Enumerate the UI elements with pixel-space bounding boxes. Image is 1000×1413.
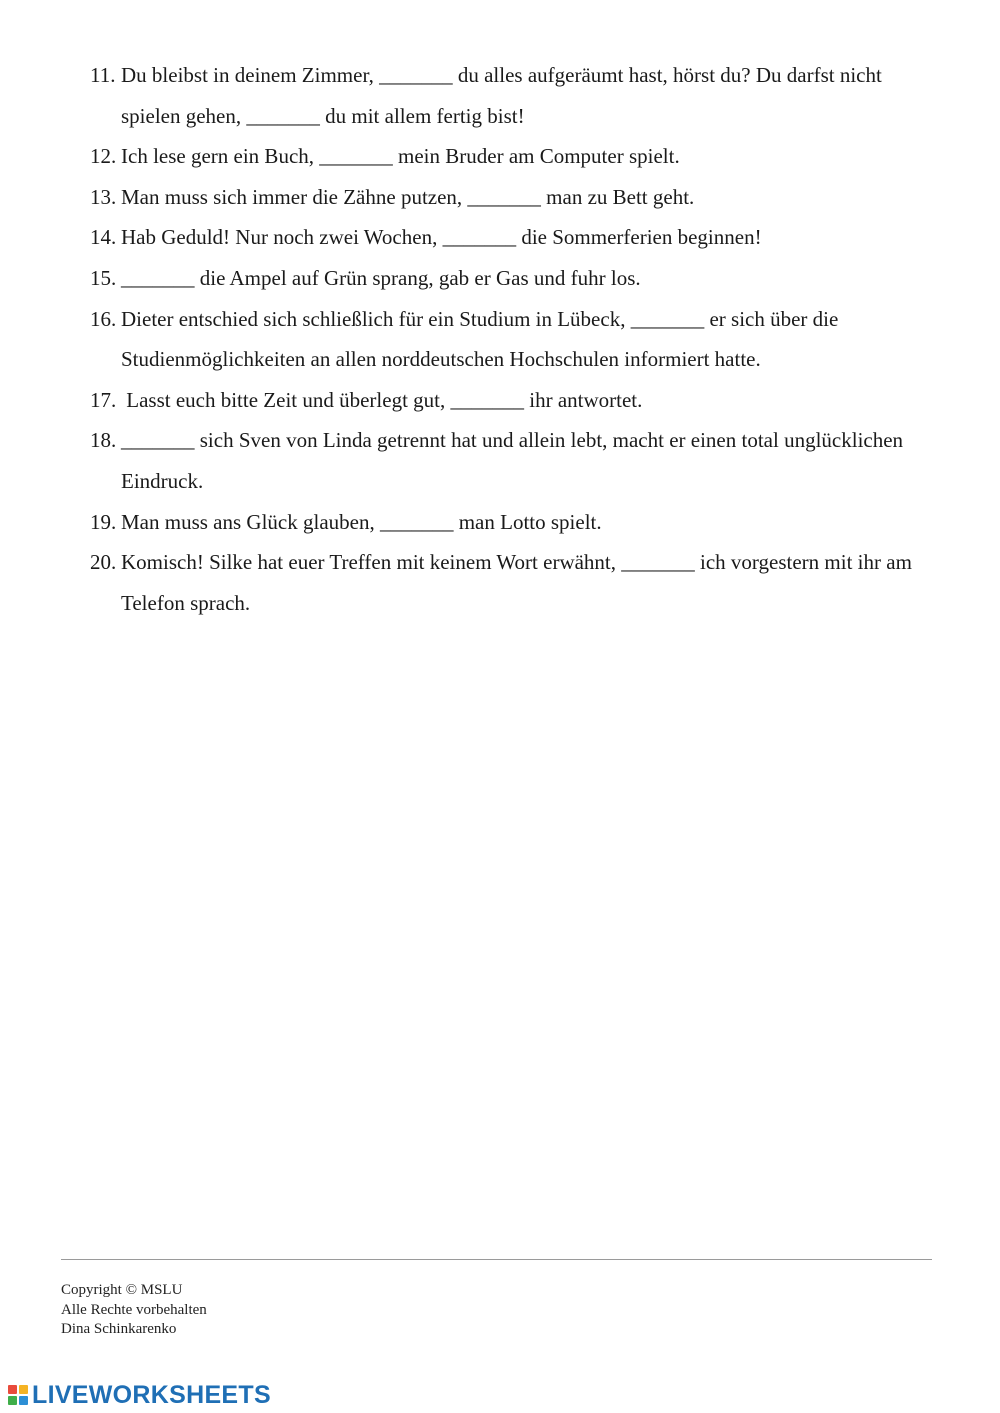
exercise-text: Lasst euch bitte Zeit und überlegt gut, _______ ihr antwortet. (121, 387, 643, 412)
exercise-item (90, 258, 938, 299)
footer (61, 1281, 207, 1340)
footer-rights: Alle Rechte vorbehalten (61, 1301, 207, 1318)
exercise-number: 20. (90, 550, 117, 575)
footer-copyright: Copyright © MSLU (61, 1282, 183, 1298)
liveworksheets-brand[interactable] (8, 1380, 271, 1410)
exercise-number: 15. (90, 265, 117, 290)
exercise-item (90, 217, 938, 258)
exercise-item (90, 542, 938, 623)
exercise-number: 11. (90, 63, 116, 87)
exercise-list (90, 55, 938, 623)
liveworksheets-logo-icon (8, 1385, 28, 1405)
exercise-text: Du bleibst in deinem Zimmer, _______ du alles aufgeräumt hast, hörst du? Du darfst nicht spielen gehen, _______ du mit allem fertig bist! (121, 63, 882, 128)
exercise-text: Dieter entschied sich schließlich für ein Studium in Lübeck, _______ er sich über die Studienmöglichkeiten an allen norddeutschen Hochschulen informiert hatte. (121, 306, 839, 372)
exercise-item (90, 299, 938, 380)
exercise-text: _______ sich Sven von Linda getrennt hat und allein lebt, macht er einen total unglücklichen Eindruck. (121, 428, 904, 493)
exercise-number: 19. (90, 509, 117, 534)
exercise-number: 18. (90, 428, 117, 453)
exercise-text: Man muss ans Glück glauben, _______ man Lotto spielt. (121, 509, 602, 534)
logo-square (19, 1396, 28, 1405)
exercise-text: _______ die Ampel auf Grün sprang, gab er Gas und fuhr los. (121, 265, 641, 290)
exercise-item (90, 420, 938, 501)
logo-square (19, 1385, 28, 1394)
exercise-text: Hab Geduld! Nur noch zwei Wochen, _______ die Sommerferien beginnen! (121, 225, 762, 250)
exercise-number: 16. (90, 306, 117, 331)
brand-name: LIVEWORKSHEETS (32, 1380, 271, 1409)
exercise-item (90, 177, 938, 218)
exercise-item (90, 380, 938, 421)
logo-square (8, 1385, 17, 1394)
exercise-number: 14. (90, 225, 117, 250)
exercise-item (90, 502, 938, 543)
exercise-number: 13. (90, 184, 117, 209)
footer-author: Dina Schinkarenko (61, 1321, 177, 1337)
exercise-text: Komisch! Silke hat euer Treffen mit keinem Wort erwähnt, _______ ich vorgestern mit ihr am Telefon sprach. (121, 550, 912, 615)
exercise-text: Ich lese gern ein Buch, _______ mein Bruder am Computer spielt. (121, 144, 680, 169)
exercise-text: Man muss sich immer die Zähne putzen, _______ man zu Bett geht. (121, 184, 695, 209)
exercise-number: 12. (90, 144, 117, 169)
exercise-number: 17. (90, 387, 117, 412)
footer-divider (61, 1259, 932, 1260)
exercise-item (90, 55, 938, 136)
logo-square (8, 1396, 17, 1405)
exercise-item (90, 136, 938, 177)
